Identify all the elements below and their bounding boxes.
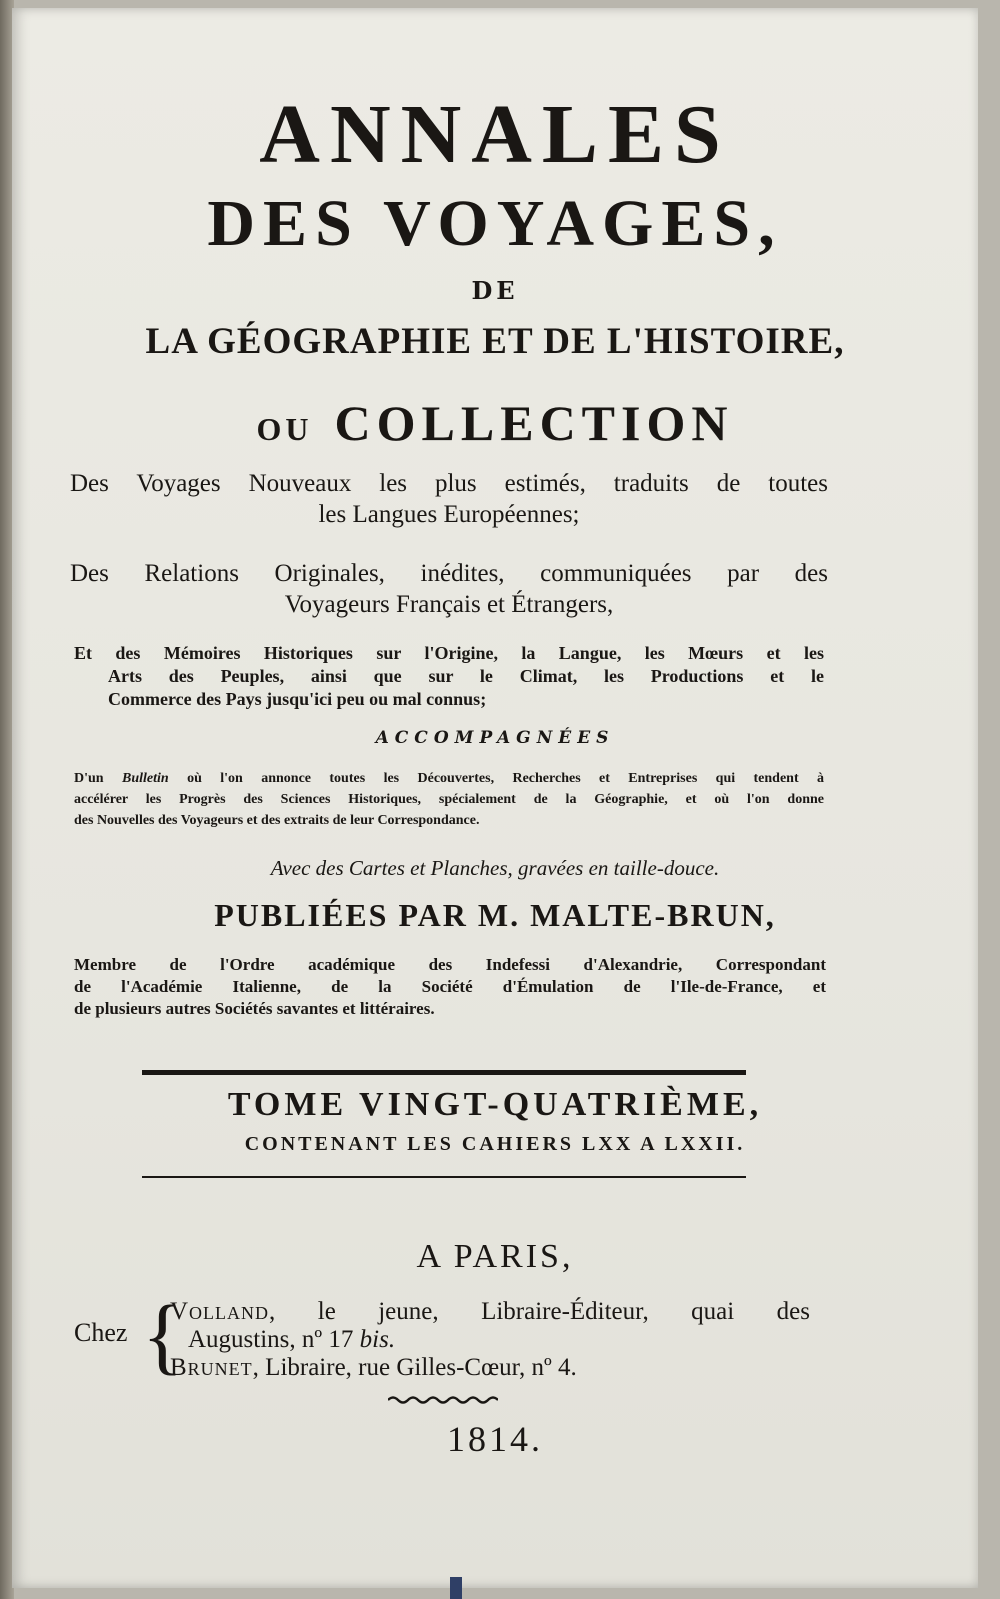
- imprint-volland-address: Augustins, nº 17 bis.: [188, 1326, 396, 1353]
- title-geographie-histoire: LA GÉOGRAPHIE ET DE L'HISTOIRE,: [145, 321, 845, 362]
- description-memoires-historiques: Et des Mémoires Historiques sur l'Origine, la Langue, les Mœurs et les Arts des Peuples, ainsi que sur le Climat, les Productions et le Commerce des Pays jusqu'ici peu ou mal connus;: [74, 643, 824, 709]
- bottom-rule: [142, 1176, 746, 1178]
- imprint-brunet: Brunet, Libraire, rue Gilles-Cœur, nº 4.: [170, 1354, 577, 1381]
- publisher-heading: PUBLIÉES PAR M. MALTE-BRUN,: [214, 897, 776, 933]
- title-annales: ANNALES: [259, 88, 731, 181]
- ribbon-bookmark: [450, 1577, 462, 1599]
- cartes-et-planches: Avec des Cartes et Planches, gravées en taille-douce.: [270, 856, 720, 880]
- bulletin-paragraph: D'un Bulletin où l'on annonce toutes les Découvertes, Recherches et Entreprises qui tendent à accélérer les Progrès des Sciences Historiques, spécialement de la Géographie, et où l'on donne des Nouvelles des Voyageurs et des extraits de leur Correspondance.: [74, 771, 825, 828]
- imprint-year: 1814.: [447, 1419, 543, 1459]
- imprint-city: A PARIS,: [416, 1238, 574, 1275]
- title-de: DE: [471, 276, 519, 305]
- top-double-rule: [142, 1070, 746, 1075]
- description-voyages-nouveaux: Des Voyages Nouveaux les plus estimés, traduits de toutes les Langues Européennes;: [70, 470, 828, 528]
- title-ou: OU: [256, 411, 313, 447]
- title-ou-collection: [12, 394, 978, 452]
- tome-title: TOME VINGT-QUATRIÈME,: [227, 1086, 763, 1123]
- publisher-credentials: Membre de l'Ordre académique des Indefessi d'Alexandrie, Correspondant de l'Académie Italienne, de la Société d'Émulation de l'Ile-de-France, et de plusieurs autres Sociétés savantes et littéraires.: [74, 955, 826, 1018]
- description-relations-originales: Des Relations Originales, inédites, communiquées par des Voyageurs Français et Étrangers,: [70, 560, 828, 618]
- title-collection: COLLECTION: [334, 395, 734, 451]
- imprint-volland: Volland, le jeune, Libraire-Éditeur, quai des: [170, 1298, 810, 1325]
- ornamental-divider: [388, 1395, 498, 1405]
- title-page: [12, 8, 978, 1588]
- imprint-chez: Chez: [74, 1318, 128, 1347]
- curly-brace-ornament: {: [142, 1287, 184, 1383]
- title-des-voyages: DES VOYAGES,: [207, 187, 783, 260]
- accompagnees-heading: ACCOMPAGNÉES: [375, 728, 615, 748]
- tome-subtitle: CONTENANT LES CAHIERS LXX A LXXII.: [244, 1133, 746, 1155]
